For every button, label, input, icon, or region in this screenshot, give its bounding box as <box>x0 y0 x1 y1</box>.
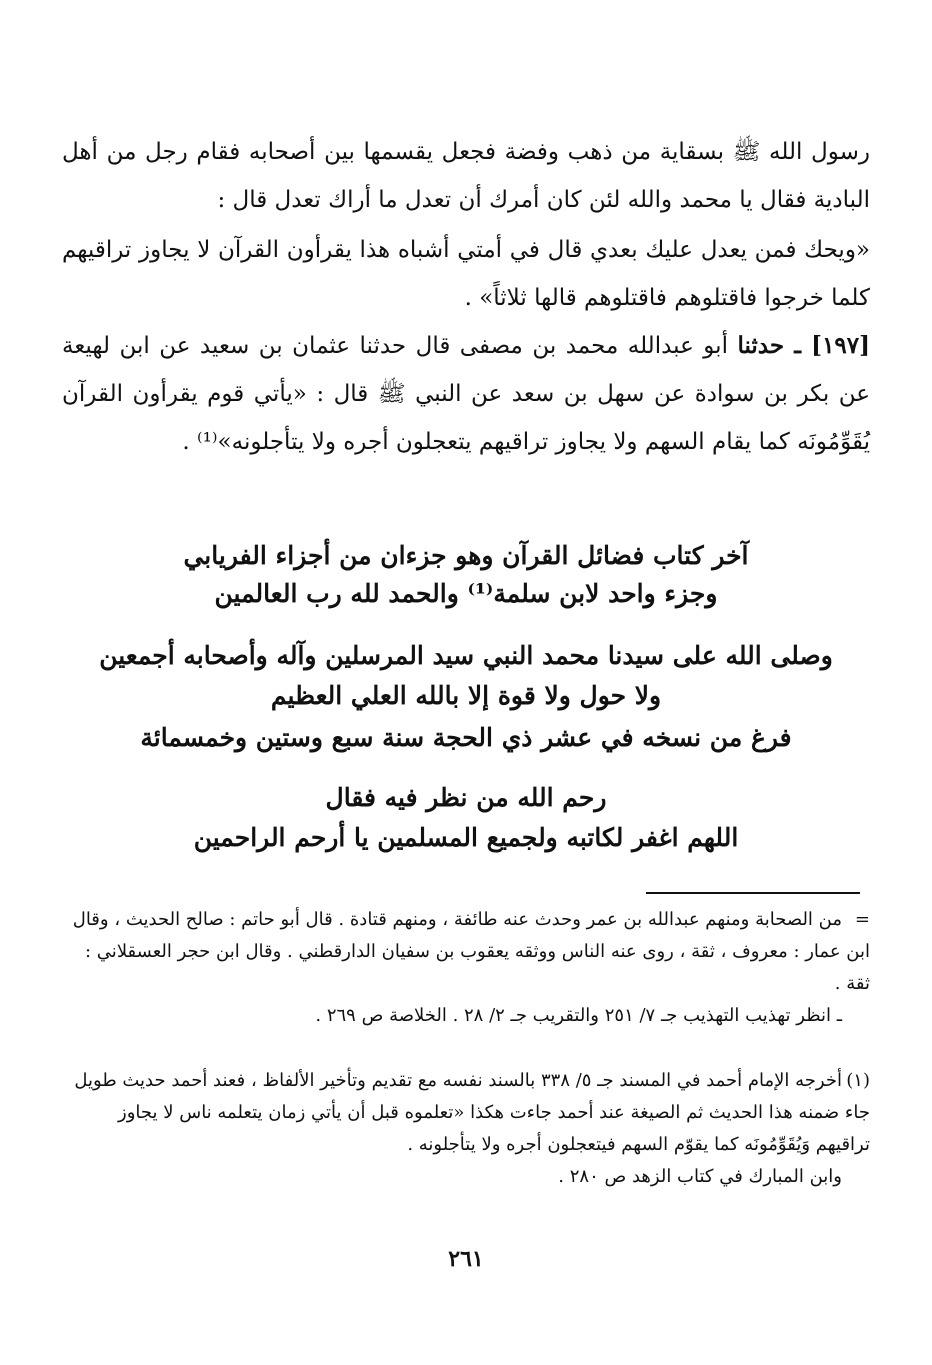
footnote-continued <box>62 904 870 1032</box>
colophon-line-2: وجزء واحد لابن سلمة⁽¹⁾ والحمد لله رب العالمين <box>214 579 718 608</box>
hadith-197-text <box>62 322 870 466</box>
footnote-continuation-marker: = <box>854 909 870 930</box>
footnote-1-marker: (١) <box>846 1070 870 1091</box>
colophon-line-1: آخر كتاب فضائل القرآن وهو جزءان من أجزاء الفريابي <box>183 541 749 570</box>
colophon-line-6: رحم الله من نظر فيه فقال <box>325 783 607 812</box>
hadith-body: أبو عبدالله محمد بن مصفى قال حدثنا عثمان بن سعيد عن ابن لهيعة عن بكر بن سوادة عن سهل بن سعد عن النبي ﷺ قال : «يأتي قوم يقرأون القرآن يُقَوِّمُونَه كما يقام السهم ولا يجاوز تراقيهم يتعجلون أجره ولا يتأجلونه»⁽¹⁾ . <box>62 333 870 455</box>
colophon-line-5: فرغ من نسخه في عشر ذي الحجة سنة سبع وستين وخمسمائة <box>140 723 792 752</box>
footnote-1-text <box>62 1065 870 1161</box>
footnote-separator <box>646 892 860 894</box>
paragraph-1-text: رسول الله ﷺ بسقاية من ذهب وفضة فجعل يقسمها بين أصحابه فقام رجل من أهل البادية فقال يا محمد والله لئن كان أمرك أن تعدل ما أراك تعدل قال : <box>62 139 870 213</box>
colophon-line-4: ولا حول ولا قوة إلا بالله العلي العظيم <box>270 681 662 710</box>
footnote-1 <box>62 1065 870 1193</box>
colophon-line-7: اللهم اغفر لكاتبه ولجميع المسلمين يا أرحم الراحمين <box>193 823 739 852</box>
footnote-1-extra: وابن المبارك في كتاب الزهد ص ٢٨٠ . <box>558 1166 842 1187</box>
paragraph-1 <box>62 128 870 224</box>
footnote-continued-text <box>62 904 870 1000</box>
hadith-number: [١٩٧] ـ حدثنا <box>737 332 871 359</box>
footnote-continued-body: من الصحابة ومنهم عبدالله بن عمر وحدث عنه طائفة ، ومنهم قتادة . قال أبو حاتم : صالح الحديث ، وقال ابن عمار : معروف ، ثقة ، روى عنه الناس ووثقه يعقوب بن سفيان الدارقطني . وقال ابن حجر العسقلاني : ثقة . <box>72 909 870 994</box>
colophon-line-3: وصلى الله على سيدنا محمد النبي سيد المرسلين وآله وأصحابه أجمعين <box>99 641 833 670</box>
footnote-1-body: أخرجه الإمام أحمد في المسند جـ ٥/ ٣٣٨ بالسند نفسه مع تقديم وتأخير الألفاظ ، فعند أحمد حديث طويل جاء ضمنه هذا الحديث ثم الصيغة عند أحمد جاءت هكذا «تعلموه قبل أن يأتي زمان يتعلمه ناس لا يجاوز تراقيهم وَيُقَوِّمُونَه كما يقوّم السهم فيتعجلون أجره ولا يتأجلونه . <box>74 1070 870 1155</box>
page-number: ٢٦١ <box>448 1246 484 1272</box>
paragraph-2-text: «ويحك فمن يعدل عليك بعدي قال في أمتي أشباه هذا يقرأون القرآن لا يجاوز تراقيهم كلما خرجوا فاقتلوهم فاقتلوهم قالها ثلاثاً» . <box>62 237 870 311</box>
hadith-197 <box>62 322 870 466</box>
footnote-reference: ـ انظر تهذيب التهذيب جـ ٧/ ٢٥١ والتقريب جـ ٢/ ٢٨ . الخلاصة ص ٢٦٩ . <box>315 1005 842 1026</box>
paragraph-2 <box>62 226 870 322</box>
